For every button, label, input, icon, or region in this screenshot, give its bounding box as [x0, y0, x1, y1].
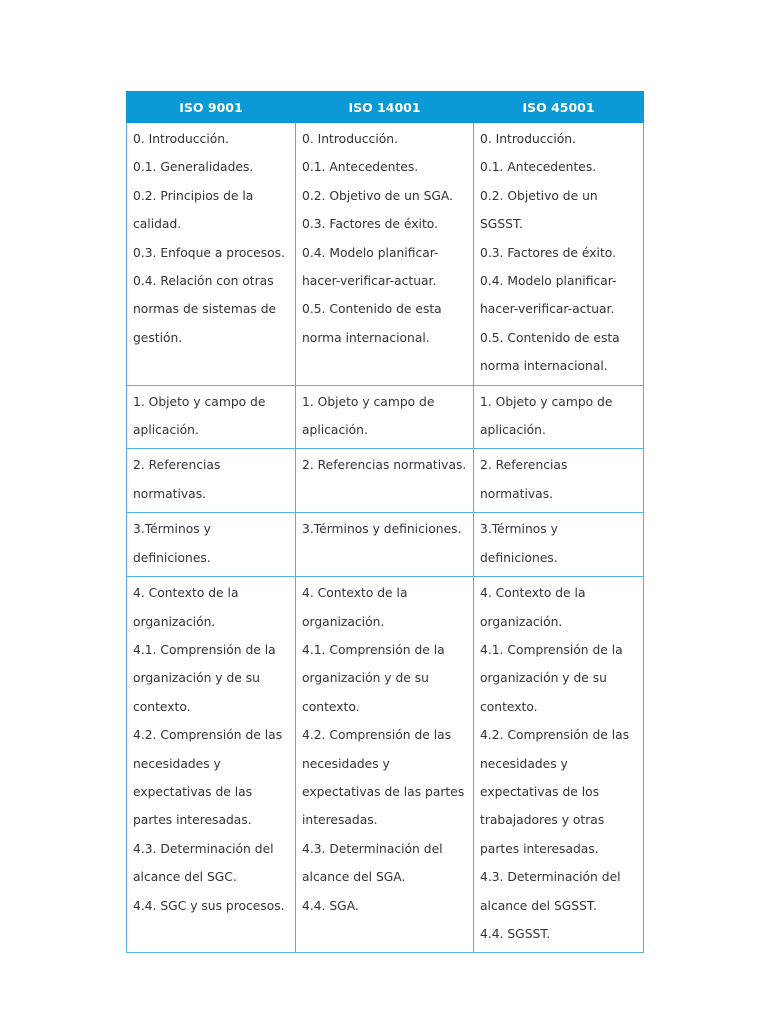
cell-text-line: necesidades y: [480, 756, 568, 771]
cell-text-line: organización.: [302, 614, 385, 629]
cell-text-line: 0. Introducción.: [302, 132, 398, 146]
cell-text-line: 0.4. Modelo planificar-: [480, 274, 617, 289]
cell-text-line: normativas.: [480, 486, 554, 501]
cell-text-line: 4. Contexto de la: [133, 586, 239, 601]
cell-text-line: 0.1. Antecedentes.: [480, 160, 597, 175]
cell-text-line: expectativas de los: [480, 784, 600, 799]
table-cell-iso-9001: [127, 577, 296, 953]
cell-text-line: necesidades y: [302, 756, 390, 771]
cell-text-line: 4.3. Determinación del: [133, 841, 274, 856]
cell-text-line: organización.: [133, 614, 216, 629]
cell-text-line: 4. Contexto de la: [480, 586, 586, 601]
cell-text-line: 2. Referencias: [480, 458, 568, 473]
cell-text-line: alcance del SGA.: [302, 870, 406, 885]
cell-text-line: 4.2. Comprensión de las: [302, 728, 452, 743]
table-cell-iso-45001: [474, 449, 644, 513]
cell-text-line: 0.3. Factores de éxito.: [302, 217, 438, 232]
cell-text-line: 0.5. Contenido de esta: [480, 330, 620, 345]
table-cell-iso-14001: [296, 577, 474, 953]
cell-text-line: 0.5. Contenido de esta: [302, 302, 442, 317]
cell-text-line: 0. Introducción.: [480, 132, 576, 146]
cell-text-line: hacer-verificar-actuar.: [302, 274, 437, 289]
cell-text-line: norma internacional.: [480, 359, 608, 374]
cell-text-line: 0.4. Relación con otras: [133, 274, 274, 289]
cell-text-line: 4.3. Determinación del: [302, 841, 443, 856]
cell-text-line: 1. Objeto y campo de: [133, 394, 266, 409]
table-row: [127, 449, 644, 513]
cell-text-line: 0.1. Generalidades.: [133, 160, 254, 175]
table-cell-iso-14001: [296, 513, 474, 577]
cell-text-line: 4.3. Determinación del: [480, 870, 621, 885]
cell-text-line: contexto.: [133, 699, 191, 714]
header-row: [127, 92, 644, 123]
cell-text-line: definiciones.: [133, 550, 211, 565]
cell-text-line: trabajadores y otras: [480, 813, 605, 828]
cell-text-line: norma internacional.: [302, 330, 430, 345]
table-cell-iso-14001: [296, 385, 474, 449]
cell-text-line: 0.2. Objetivo de un: [480, 188, 598, 203]
cell-text-line: definiciones.: [480, 550, 558, 565]
iso-comparison-table: [126, 91, 644, 953]
cell-text-line: 2. Referencias: [133, 458, 221, 473]
table-cell-iso-9001: [127, 449, 296, 513]
cell-text-line: organización.: [480, 614, 563, 629]
table-row: [127, 123, 644, 386]
cell-text-line: aplicación.: [480, 423, 546, 438]
cell-text-line: 3.Términos y: [133, 522, 211, 537]
cell-text-line: 4.1. Comprensión de la: [302, 642, 445, 657]
cell-text-line: 0. Introducción.: [133, 132, 229, 146]
cell-text-line: expectativas de las partes: [302, 784, 465, 799]
table-cell-iso-14001: [296, 449, 474, 513]
cell-text-line: 1. Objeto y campo de: [480, 394, 613, 409]
table-cell-iso-14001: [296, 123, 474, 386]
header-iso-45001: ISO 45001: [474, 92, 644, 123]
cell-text-line: 4. Contexto de la: [302, 586, 408, 601]
cell-text-line: hacer-verificar-actuar.: [480, 302, 615, 317]
table-row: [127, 513, 644, 577]
table-cell-iso-45001: [474, 513, 644, 577]
cell-text-line: 1. Objeto y campo de: [302, 394, 435, 409]
cell-text-line: 0.2. Principios de la: [133, 188, 254, 203]
cell-text-line: alcance del SGSST.: [480, 898, 597, 913]
cell-text-line: 3.Términos y: [480, 522, 558, 537]
table-row: [127, 577, 644, 953]
cell-text-line: alcance del SGC.: [133, 870, 237, 885]
cell-text-line: contexto.: [302, 699, 360, 714]
cell-text-line: 0.2. Objetivo de un SGA.: [302, 188, 454, 203]
cell-text-line: partes interesadas.: [480, 841, 599, 856]
cell-text-line: necesidades y: [133, 756, 221, 771]
table-header: [127, 92, 644, 123]
cell-text-line: 0.3. Factores de éxito.: [480, 245, 616, 260]
table-cell-iso-9001: [127, 513, 296, 577]
cell-text-line: 4.1. Comprensión de la: [133, 642, 276, 657]
cell-text-line: organización y de su: [133, 671, 260, 686]
table-cell-iso-9001: [127, 123, 296, 386]
cell-text-line: 4.4. SGSST.: [480, 926, 551, 941]
cell-text-line: 4.2. Comprensión de las: [133, 728, 283, 743]
cell-text-line: SGSST.: [480, 217, 523, 232]
header-iso-14001: ISO 14001: [296, 92, 474, 123]
cell-text-line: gestión.: [133, 330, 183, 345]
cell-text-line: 4.4. SGC y sus procesos.: [133, 898, 285, 913]
cell-text-line: aplicación.: [302, 423, 368, 438]
cell-text-line: contexto.: [480, 699, 538, 714]
cell-text-line: interesadas.: [302, 813, 378, 828]
cell-text-line: 0.1. Antecedentes.: [302, 160, 419, 175]
table-cell-iso-45001: [474, 123, 644, 386]
header-iso-9001: ISO 9001: [127, 92, 296, 123]
table-cell-iso-45001: [474, 577, 644, 953]
cell-text-line: partes interesadas.: [133, 813, 252, 828]
cell-text-line: calidad.: [133, 217, 182, 232]
cell-text-line: organización y de su: [480, 671, 607, 686]
table-cell-iso-45001: [474, 385, 644, 449]
cell-text-line: 4.2. Comprensión de las: [480, 728, 630, 743]
table-row: [127, 385, 644, 449]
cell-text-line: expectativas de las: [133, 784, 253, 799]
cell-text-line: 4.4. SGA.: [302, 898, 359, 913]
cell-text-line: 4.1. Comprensión de la: [480, 642, 623, 657]
cell-text-line: 0.3. Enfoque a procesos.: [133, 245, 285, 260]
cell-text-line: normas de sistemas de: [133, 302, 277, 317]
table-body: [127, 123, 644, 953]
table-cell-iso-9001: [127, 385, 296, 449]
cell-text-line: 0.4. Modelo planificar-: [302, 245, 439, 260]
cell-text-line: aplicación.: [133, 423, 199, 438]
cell-text-line: 3.Términos y definiciones.: [302, 522, 462, 537]
cell-text-line: normativas.: [133, 486, 207, 501]
cell-text-line: 2. Referencias normativas.: [302, 458, 467, 473]
cell-text-line: organización y de su: [302, 671, 429, 686]
